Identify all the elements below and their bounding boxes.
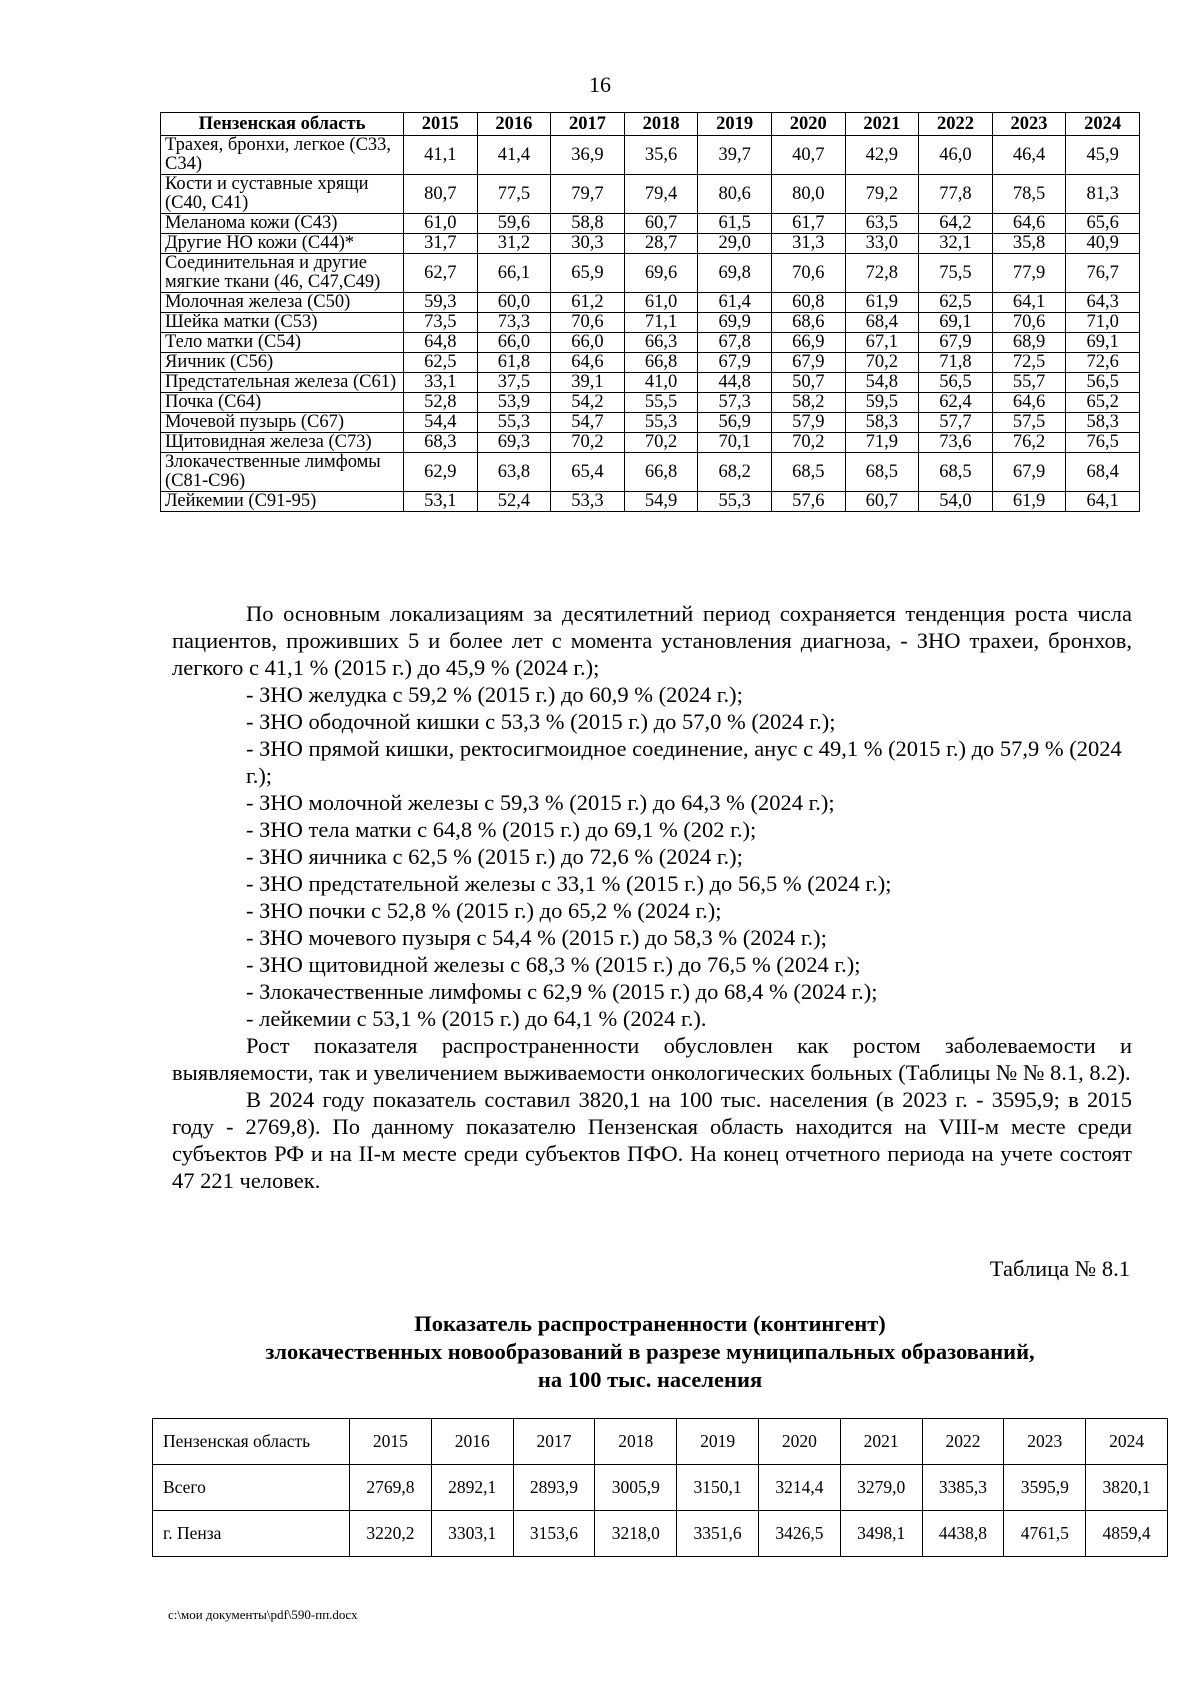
- table-cell: 59,6: [477, 214, 551, 234]
- row-label: Яичник (С56): [161, 353, 404, 373]
- table-cell: 70,6: [551, 313, 625, 333]
- column-header: 2018: [595, 1419, 677, 1465]
- intro-paragraph: По основным локализациям за десятилетний период сохраняется тенденция роста числа пациентов, проживших 5 и более лет с момента установления диагноза, - ЗНО трахеи, бронхов, легкого с 41,1 % (2015 г.) до 45,9 % (2024 г.);: [172, 601, 1132, 680]
- table-title: [160, 1310, 1140, 1394]
- table-header-row: [153, 1419, 1168, 1465]
- table-cell: 70,2: [551, 433, 625, 453]
- page-number: 16: [589, 72, 611, 97]
- table-cell: 2893,9: [513, 1465, 595, 1511]
- row-label: Мочевой пузырь (С67): [161, 413, 404, 433]
- table-cell: 41,0: [624, 373, 698, 393]
- table-cell: 79,4: [624, 175, 698, 214]
- table-cell: 55,3: [698, 492, 772, 512]
- row-label: Шейка матки (С53): [161, 313, 404, 333]
- table-cell: 59,5: [845, 393, 919, 413]
- table-cell: 41,1: [404, 136, 478, 175]
- table-cell: 57,5: [992, 413, 1066, 433]
- table-cell: 62,9: [404, 453, 478, 492]
- table-cell: 64,8: [404, 333, 478, 353]
- table-cell: 70,6: [771, 254, 845, 293]
- table-cell: 80,6: [698, 175, 772, 214]
- table-cell: 68,9: [992, 333, 1066, 353]
- table-cell: 63,8: [477, 453, 551, 492]
- table-cell: 40,9: [1066, 234, 1140, 254]
- table-cell: 79,7: [551, 175, 625, 214]
- table-cell: 62,7: [404, 254, 478, 293]
- column-header: 2022: [919, 113, 993, 136]
- list-item: - ЗНО мочевого пузыря с 54,4 % (2015 г.) до 58,3 % (2024 г.);: [246, 925, 827, 950]
- column-header: 2020: [758, 1419, 840, 1465]
- column-header: 2023: [1004, 1419, 1086, 1465]
- table-cell: 64,6: [992, 214, 1066, 234]
- row-label: г. Пенза: [153, 1511, 350, 1557]
- table-cell: 58,3: [845, 413, 919, 433]
- table-cell: 61,0: [404, 214, 478, 234]
- table-cell: 54,7: [551, 413, 625, 433]
- column-header: 2024: [1066, 113, 1140, 136]
- row-label: Предстательная железа (С61): [161, 373, 404, 393]
- column-header: 2021: [845, 113, 919, 136]
- table-cell: 58,3: [1066, 413, 1140, 433]
- table-cell: 64,6: [992, 393, 1066, 413]
- table-cell: 68,4: [845, 313, 919, 333]
- column-header: 2024: [1086, 1419, 1168, 1465]
- bullet-list: [172, 681, 1132, 1032]
- table-cell: 71,8: [919, 353, 993, 373]
- table-cell: 77,8: [919, 175, 993, 214]
- table-cell: 76,7: [1066, 254, 1140, 293]
- table-cell: 73,3: [477, 313, 551, 333]
- column-header: 2018: [624, 113, 698, 136]
- table-cell: 79,2: [845, 175, 919, 214]
- table-cell: 68,5: [771, 453, 845, 492]
- table-row: [161, 136, 1140, 175]
- table-cell: 69,8: [698, 254, 772, 293]
- table-cell: 4761,5: [1004, 1511, 1086, 1557]
- table-cell: 2892,1: [431, 1465, 513, 1511]
- table-cell: 57,6: [771, 492, 845, 512]
- table-cell: 62,5: [404, 353, 478, 373]
- table-cell: 53,3: [551, 492, 625, 512]
- table-cell: 65,2: [1066, 393, 1140, 413]
- row-label: Молочная железа (С50): [161, 293, 404, 313]
- table-cell: 70,1: [698, 433, 772, 453]
- table-cell: 66,3: [624, 333, 698, 353]
- row-label: Злокачественные лимфомы (С81-С96): [161, 453, 404, 492]
- table-cell: 61,0: [624, 293, 698, 313]
- footer-file-path: c:\мои документы\pdf\590-пп.docx: [168, 1607, 358, 1622]
- row-label: Лейкемии (С91-95): [161, 492, 404, 512]
- table-cell: 3385,3: [922, 1465, 1004, 1511]
- table-cell: 59,3: [404, 293, 478, 313]
- column-header: 2016: [431, 1419, 513, 1465]
- table-cell: 60,7: [624, 214, 698, 234]
- table-cell: 57,3: [698, 393, 772, 413]
- table-cell: 3005,9: [595, 1465, 677, 1511]
- column-header: 2015: [404, 113, 478, 136]
- row-label: Другие НО кожи (С44)*: [161, 234, 404, 254]
- table-cell: 44,8: [698, 373, 772, 393]
- table-cell: 70,6: [992, 313, 1066, 333]
- table-cell: 64,6: [551, 353, 625, 373]
- column-header: Пензенская область: [161, 113, 404, 136]
- table-cell: 52,8: [404, 393, 478, 413]
- list-item: - ЗНО предстательной железы с 33,1 % (2015 г.) до 56,5 % (2024 г.);: [246, 871, 892, 896]
- table-row: [161, 234, 1140, 254]
- row-label: Меланома кожи (С43): [161, 214, 404, 234]
- column-header: 2019: [698, 113, 772, 136]
- table-title-line: на 100 тыс. населения: [537, 1367, 763, 1392]
- list-item: - ЗНО молочной железы с 59,3 % (2015 г.) до 64,3 % (2024 г.);: [246, 790, 835, 815]
- column-header: 2019: [677, 1419, 759, 1465]
- row-label: Щитовидная железа (С73): [161, 433, 404, 453]
- list-item: - Злокачественные лимфомы с 62,9 % (2015 г.) до 68,4 % (2024 г.);: [246, 979, 878, 1004]
- table-cell: 76,5: [1066, 433, 1140, 453]
- table-cell: 54,0: [919, 492, 993, 512]
- table-cell: 62,4: [919, 393, 993, 413]
- table-cell: 71,0: [1066, 313, 1140, 333]
- table-cell: 66,1: [477, 254, 551, 293]
- table-caption: Таблица № 8.1: [989, 1256, 1130, 1281]
- table-cell: 58,2: [771, 393, 845, 413]
- table-cell: 64,1: [1066, 492, 1140, 512]
- table-cell: 54,4: [404, 413, 478, 433]
- table-cell: 55,5: [624, 393, 698, 413]
- table-row: [161, 433, 1140, 453]
- table-row: [161, 373, 1140, 393]
- table-row: [161, 175, 1140, 214]
- table-row: [161, 453, 1140, 492]
- table-cell: 46,4: [992, 136, 1066, 175]
- table-row: [153, 1511, 1168, 1557]
- table-cell: 30,3: [551, 234, 625, 254]
- table-cell: 72,5: [992, 353, 1066, 373]
- table-cell: 66,9: [771, 333, 845, 353]
- list-item: - лейкемии с 53,1 % (2015 г.) до 64,1 % (2024 г.).: [246, 1006, 707, 1031]
- list-item: - ЗНО прямой кишки, ректосигмоидное соединение, анус с 49,1 % (2015 г.) до 57,9 % (2024 г.);: [246, 736, 1122, 788]
- table-cell: 56,5: [1066, 373, 1140, 393]
- table-cell: 32,1: [919, 234, 993, 254]
- table-cell: 36,9: [551, 136, 625, 175]
- table-cell: 68,3: [404, 433, 478, 453]
- table-cell: 3426,5: [758, 1511, 840, 1557]
- table-cell: 54,2: [551, 393, 625, 413]
- table-cell: 78,5: [992, 175, 1066, 214]
- table-cell: 67,1: [845, 333, 919, 353]
- table-cell: 66,0: [551, 333, 625, 353]
- table-cell: 31,3: [771, 234, 845, 254]
- table-cell: 64,3: [1066, 293, 1140, 313]
- table-cell: 57,7: [919, 413, 993, 433]
- table-cell: 72,6: [1066, 353, 1140, 373]
- table-cell: 60,8: [771, 293, 845, 313]
- table-cell: 64,1: [992, 293, 1066, 313]
- column-header: 2020: [771, 113, 845, 136]
- table-cell: 33,0: [845, 234, 919, 254]
- table-row: [161, 333, 1140, 353]
- table-cell: 63,5: [845, 214, 919, 234]
- table-cell: 3218,0: [595, 1511, 677, 1557]
- top-table-body: [161, 136, 1140, 512]
- column-header: 2017: [551, 113, 625, 136]
- row-label: Всего: [153, 1465, 350, 1511]
- table-cell: 39,1: [551, 373, 625, 393]
- table-cell: 31,7: [404, 234, 478, 254]
- table-title-line: злокачественных новообразований в разрезе муниципальных образований,: [265, 1339, 1035, 1364]
- table-cell: 28,7: [624, 234, 698, 254]
- column-header: 2023: [992, 113, 1066, 136]
- table-cell: 52,4: [477, 492, 551, 512]
- table-row: [161, 313, 1140, 333]
- table-cell: 72,8: [845, 254, 919, 293]
- table-row: [161, 353, 1140, 373]
- table-cell: 53,1: [404, 492, 478, 512]
- table-cell: 64,2: [919, 214, 993, 234]
- table-cell: 54,9: [624, 492, 698, 512]
- table-cell: 71,1: [624, 313, 698, 333]
- table-cell: 3150,1: [677, 1465, 759, 1511]
- column-header: 2021: [840, 1419, 922, 1465]
- table-row: [161, 492, 1140, 512]
- row-label: Трахея, бронхи, легкое (С33, С34): [161, 136, 404, 175]
- table-cell: 68,6: [771, 313, 845, 333]
- table-cell: 4438,8: [922, 1511, 1004, 1557]
- table-cell: 61,9: [845, 293, 919, 313]
- table-cell: 66,8: [624, 353, 698, 373]
- table-cell: 41,4: [477, 136, 551, 175]
- table-cell: 68,4: [1066, 453, 1140, 492]
- table-cell: 65,9: [551, 254, 625, 293]
- table-cell: 33,1: [404, 373, 478, 393]
- table-cell: 70,2: [624, 433, 698, 453]
- table-cell: 65,4: [551, 453, 625, 492]
- table-cell: 68,2: [698, 453, 772, 492]
- table-cell: 4859,4: [1086, 1511, 1168, 1557]
- table-cell: 67,8: [698, 333, 772, 353]
- list-item: - ЗНО тела матки с 64,8 % (2015 г.) до 69,1 % (202 г.);: [246, 817, 757, 842]
- table-cell: 56,9: [698, 413, 772, 433]
- table-cell: 68,5: [845, 453, 919, 492]
- table-cell: 29,0: [698, 234, 772, 254]
- table-cell: 61,7: [771, 214, 845, 234]
- table-cell: 70,2: [845, 353, 919, 373]
- table-cell: 42,9: [845, 136, 919, 175]
- table-cell: 61,2: [551, 293, 625, 313]
- table-cell: 61,9: [992, 492, 1066, 512]
- table-cell: 3279,0: [840, 1465, 922, 1511]
- column-header: 2015: [350, 1419, 432, 1465]
- table-cell: 80,7: [404, 175, 478, 214]
- table-cell: 56,5: [919, 373, 993, 393]
- table-cell: 45,9: [1066, 136, 1140, 175]
- table-cell: 80,0: [771, 175, 845, 214]
- table-cell: 61,4: [698, 293, 772, 313]
- table-cell: 3153,6: [513, 1511, 595, 1557]
- summary-paragraph: В 2024 году показатель составил 3820,1 на 100 тыс. населения (в 2023 г. - 3595,9; в 2015 году - 2769,8). По данному показателю Пензенская область находится на VIII-м месте среди субъектов РФ и на II-м месте среди субъектов ПФО. На конец отчетного периода на учете состоят 47 221 человек.: [172, 1087, 1132, 1193]
- table-cell: 81,3: [1066, 175, 1140, 214]
- table-cell: 77,9: [992, 254, 1066, 293]
- table-cell: 76,2: [992, 433, 1066, 453]
- table-cell: 46,0: [919, 136, 993, 175]
- table-row: [161, 393, 1140, 413]
- body-text: [172, 600, 1132, 1194]
- table-cell: 3498,1: [840, 1511, 922, 1557]
- table-cell: 77,5: [477, 175, 551, 214]
- table-cell: 35,8: [992, 234, 1066, 254]
- table-cell: 3595,9: [1004, 1465, 1086, 1511]
- table-cell: 55,7: [992, 373, 1066, 393]
- prevalence-table: [152, 1418, 1168, 1557]
- table-cell: 55,3: [477, 413, 551, 433]
- row-label: Кости и суставные хрящи (С40, С41): [161, 175, 404, 214]
- table-cell: 69,6: [624, 254, 698, 293]
- table-cell: 66,0: [477, 333, 551, 353]
- table-cell: 3214,4: [758, 1465, 840, 1511]
- table-cell: 73,6: [919, 433, 993, 453]
- table-cell: 69,1: [919, 313, 993, 333]
- list-item: - ЗНО щитовидной железы с 68,3 % (2015 г.) до 76,5 % (2024 г.);: [246, 952, 861, 977]
- table-cell: 3303,1: [431, 1511, 513, 1557]
- table-cell: 39,7: [698, 136, 772, 175]
- top-table-header-row: [161, 113, 1140, 136]
- growth-paragraph: Рост показателя распространенности обусловлен как ростом заболеваемости и выявляемости, так и увеличением выживаемости онкологических больных (Таблицы № № 8.1, 8.2).: [172, 1033, 1132, 1085]
- column-header: Пензенская область: [153, 1419, 350, 1465]
- table-cell: 61,8: [477, 353, 551, 373]
- row-label: Тело матки (С54): [161, 333, 404, 353]
- table-cell: 73,5: [404, 313, 478, 333]
- table-title-line: Показатель распространенности (контингент): [414, 1311, 886, 1336]
- table-cell: 68,5: [919, 453, 993, 492]
- table-cell: 55,3: [624, 413, 698, 433]
- table-cell: 66,8: [624, 453, 698, 492]
- table-cell: 3351,6: [677, 1511, 759, 1557]
- list-item: - ЗНО яичника с 62,5 % (2015 г.) до 72,6 % (2024 г.);: [246, 844, 743, 869]
- table-cell: 57,9: [771, 413, 845, 433]
- bottom-table-body: [153, 1419, 1168, 1557]
- table-cell: 61,5: [698, 214, 772, 234]
- table-cell: 67,9: [771, 353, 845, 373]
- table-cell: 71,9: [845, 433, 919, 453]
- table-cell: 70,2: [771, 433, 845, 453]
- table-cell: 54,8: [845, 373, 919, 393]
- column-header: 2016: [477, 113, 551, 136]
- column-header: 2022: [922, 1419, 1004, 1465]
- table-row: [153, 1465, 1168, 1511]
- table-cell: 60,7: [845, 492, 919, 512]
- table-cell: 67,9: [992, 453, 1066, 492]
- table-cell: 3220,2: [350, 1511, 432, 1557]
- table-cell: 53,9: [477, 393, 551, 413]
- table-cell: 2769,8: [350, 1465, 432, 1511]
- table-cell: 69,3: [477, 433, 551, 453]
- table-cell: 50,7: [771, 373, 845, 393]
- table-cell: 69,1: [1066, 333, 1140, 353]
- table-cell: 67,9: [919, 333, 993, 353]
- table-cell: 37,5: [477, 373, 551, 393]
- table-cell: 67,9: [698, 353, 772, 373]
- survival-by-site-table: [160, 112, 1140, 512]
- list-item: - ЗНО желудка с 59,2 % (2015 г.) до 60,9 % (2024 г.);: [246, 682, 743, 707]
- table-row: [161, 214, 1140, 234]
- table-row: [161, 254, 1140, 293]
- table-cell: 75,5: [919, 254, 993, 293]
- table-cell: 40,7: [771, 136, 845, 175]
- list-item: - ЗНО почки с 52,8 % (2015 г.) до 65,2 % (2024 г.);: [246, 898, 722, 923]
- table-cell: 35,6: [624, 136, 698, 175]
- list-item: - ЗНО ободочной кишки с 53,3 % (2015 г.) до 57,0 % (2024 г.);: [246, 709, 836, 734]
- table-cell: 60,0: [477, 293, 551, 313]
- table-cell: 58,8: [551, 214, 625, 234]
- table-cell: 65,6: [1066, 214, 1140, 234]
- row-label: Соединительная и другие мягкие ткани (46, С47,С49): [161, 254, 404, 293]
- table-row: [161, 413, 1140, 433]
- table-cell: 31,2: [477, 234, 551, 254]
- table-cell: 62,5: [919, 293, 993, 313]
- table-cell: 3820,1: [1086, 1465, 1168, 1511]
- column-header: 2017: [513, 1419, 595, 1465]
- row-label: Почка (С64): [161, 393, 404, 413]
- table-cell: 69,9: [698, 313, 772, 333]
- table-row: [161, 293, 1140, 313]
